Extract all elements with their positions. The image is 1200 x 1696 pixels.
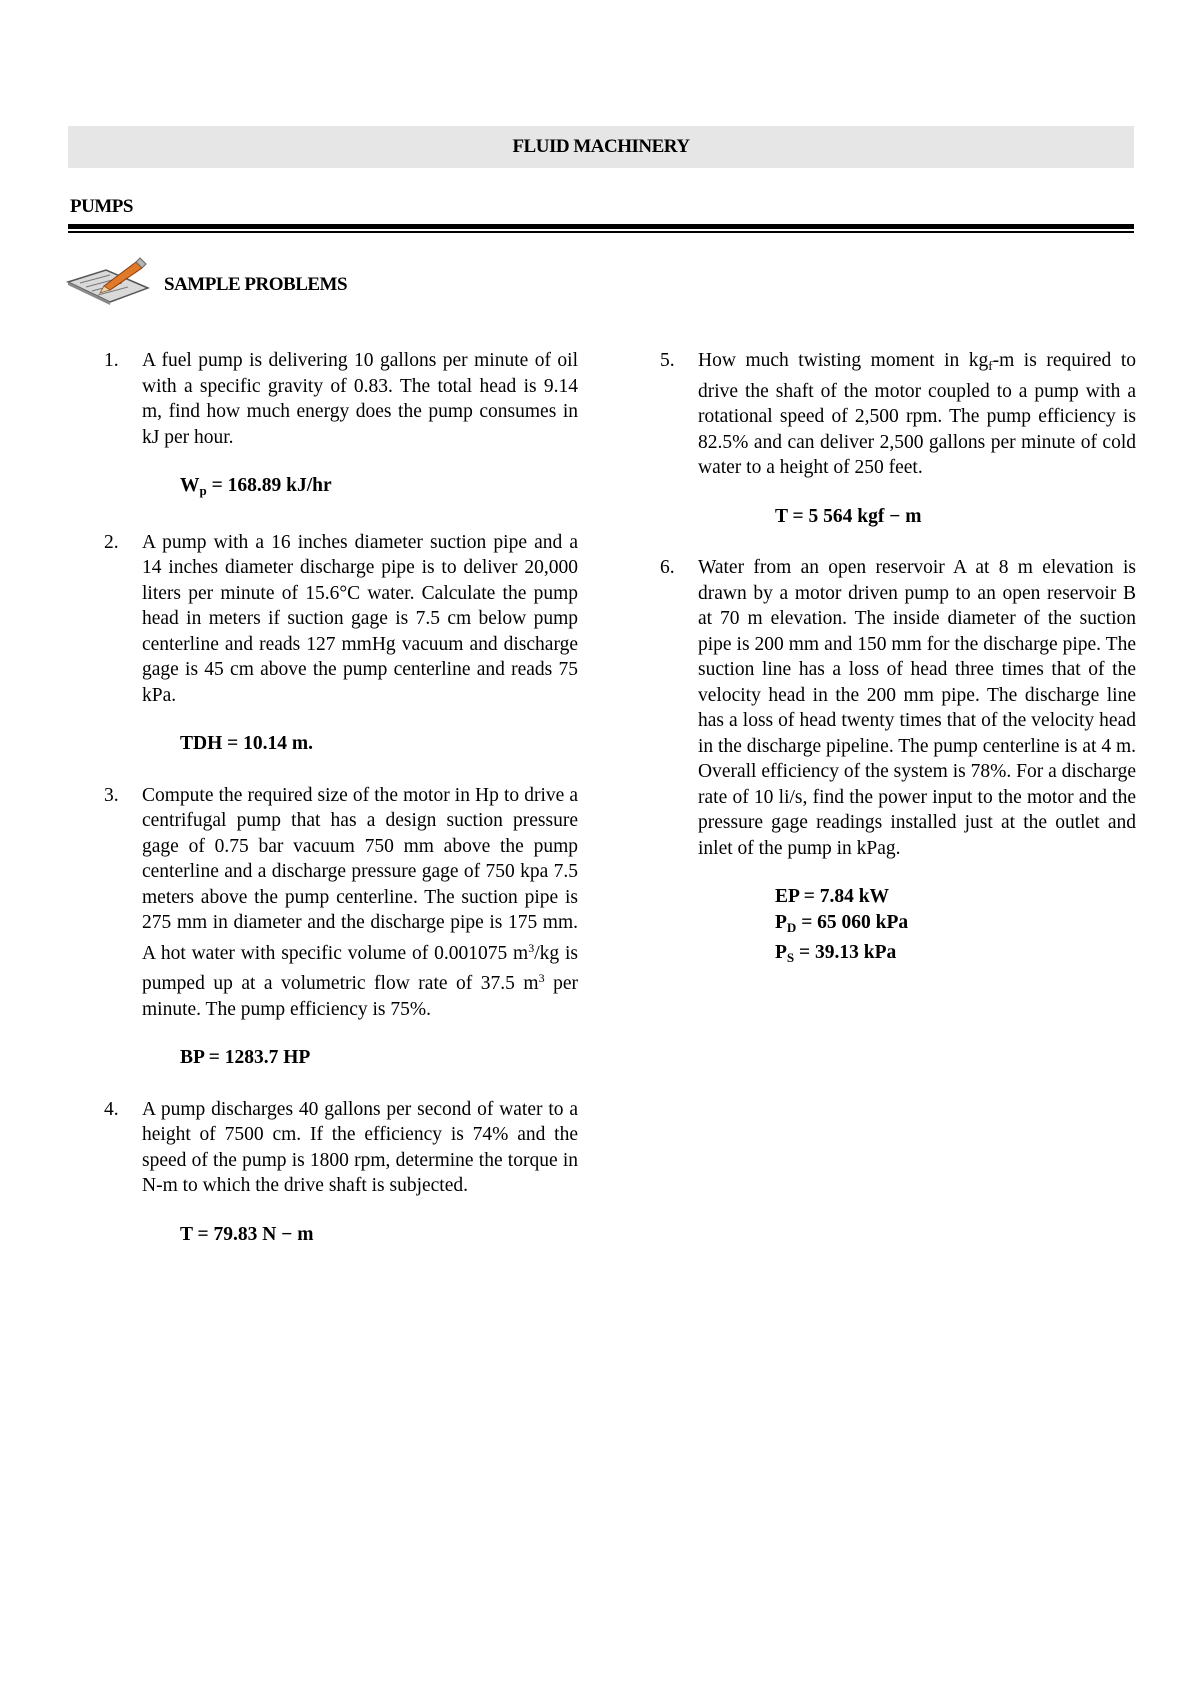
sample-problems-heading: SAMPLE PROBLEMS xyxy=(164,274,348,295)
problem-3 xyxy=(104,783,578,1023)
problem-number: 2. xyxy=(104,531,119,553)
right-column xyxy=(660,348,1136,971)
problem-2 xyxy=(104,530,578,709)
problem-number: 3. xyxy=(104,784,119,806)
section-divider-thick xyxy=(68,224,1134,229)
problem-text: A fuel pump is delivering 10 gallons per minute of oil with a specific gravity of 0.83. The total head is 9.14 m, find how much energy does the pump consumes in kJ per hour. xyxy=(142,350,578,448)
page-header-banner xyxy=(68,126,1134,168)
answer-5: T = 5 564 kgf − m xyxy=(775,505,922,527)
problem-6 xyxy=(660,555,1136,861)
problem-number: 4. xyxy=(104,1098,119,1120)
problem-text: Compute the required size of the motor in Hp to drive a centrifugal pump that has a design suction pressure gage of 0.75 bar vacuum 750 mm above the pump centerline and a discharge pressure gage of 750 kpa 7.5 meters above the pump centerline. The suction pipe is 275 mm in diameter and the discharge pipe is 175 mm. A hot water with specific volume of 0.001075 $m^3/kg$ is pumped up at a volumetric flow rate of 37.5 $m^3$ per minute. The pump efficiency is 75%. xyxy=(142,784,578,1020)
problem-text: Water from an open reservoir A at 8 m elevation is drawn by a motor driven pump to an open reservoir B at 70 m elevation. The inside diameter of the suction pipe is 200 mm and 150 mm for the discharge pipe. The suction line has a loss of head three times that of the velocity head in the 200 mm pipe. The discharge line has a loss of head twenty times that of the velocity head in the discharge pipeline. The pump centerline is at 4 m. Overall efficiency of the system is 78%. For a discharge rate of 10 li/s, find the power input to the motor and the pressure gage readings installed just at the outlet and inlet of the pump in kPag. xyxy=(698,557,1136,859)
answer-6-pd: $P_D = 65$ 060 kPa xyxy=(775,911,909,935)
problem-number: 5. xyxy=(660,350,675,371)
problem-text: A pump discharges 40 gallons per second of water to a height of 7500 cm. If the efficiency is 74% and the speed of the pump is 1800 rpm, determine the torque in N-m to which the drive shaft is subjected. xyxy=(142,1098,578,1196)
answer-3: BP = 1283.7 HP xyxy=(180,1047,311,1068)
pencil-paper-icon xyxy=(66,256,150,306)
problem-text: A pump with a 16 inches diameter suction pipe and a 14 inches diameter discharge pipe is to deliver 20,000 liters per minute of 15.6°C water. Calculate the pump head in meters if suction gage is 7.5 cm below pump centerline and reads 127 mmHg vacuum and discharge gage is 45 cm above the pump centerline and reads 75 kPa. xyxy=(142,531,578,706)
left-column xyxy=(104,348,578,1247)
document-title: FLUID MACHINERY xyxy=(512,136,690,157)
problem-number: 6. xyxy=(660,557,675,578)
answer-6-ps: $P_S = 39.13$ kPa xyxy=(775,942,897,965)
problem-4 xyxy=(104,1097,578,1199)
answer-2: TDH = 10.14 m. xyxy=(180,733,313,754)
section-title: PUMPS xyxy=(70,196,133,217)
problem-text: How much twisting moment in $kg_f-m$ is required to drive the shaft of the motor coupled to a pump with a rotational speed of 2,500 rpm. The pump efficiency is 82.5% and can deliver 2,500 gallons per minute of cold water to a height of 250 feet. xyxy=(698,350,1136,478)
answer-4: T = 79.83 N − m xyxy=(180,1223,314,1245)
problem-1 xyxy=(104,348,578,450)
answer-1: $W_p = 168.89$ kJ/hr xyxy=(180,475,332,498)
problem-number: 1. xyxy=(104,350,119,371)
problem-5 xyxy=(660,348,1136,481)
answer-6-ep: EP = 7.84 kW xyxy=(775,886,890,907)
section-divider-thin xyxy=(68,231,1134,233)
